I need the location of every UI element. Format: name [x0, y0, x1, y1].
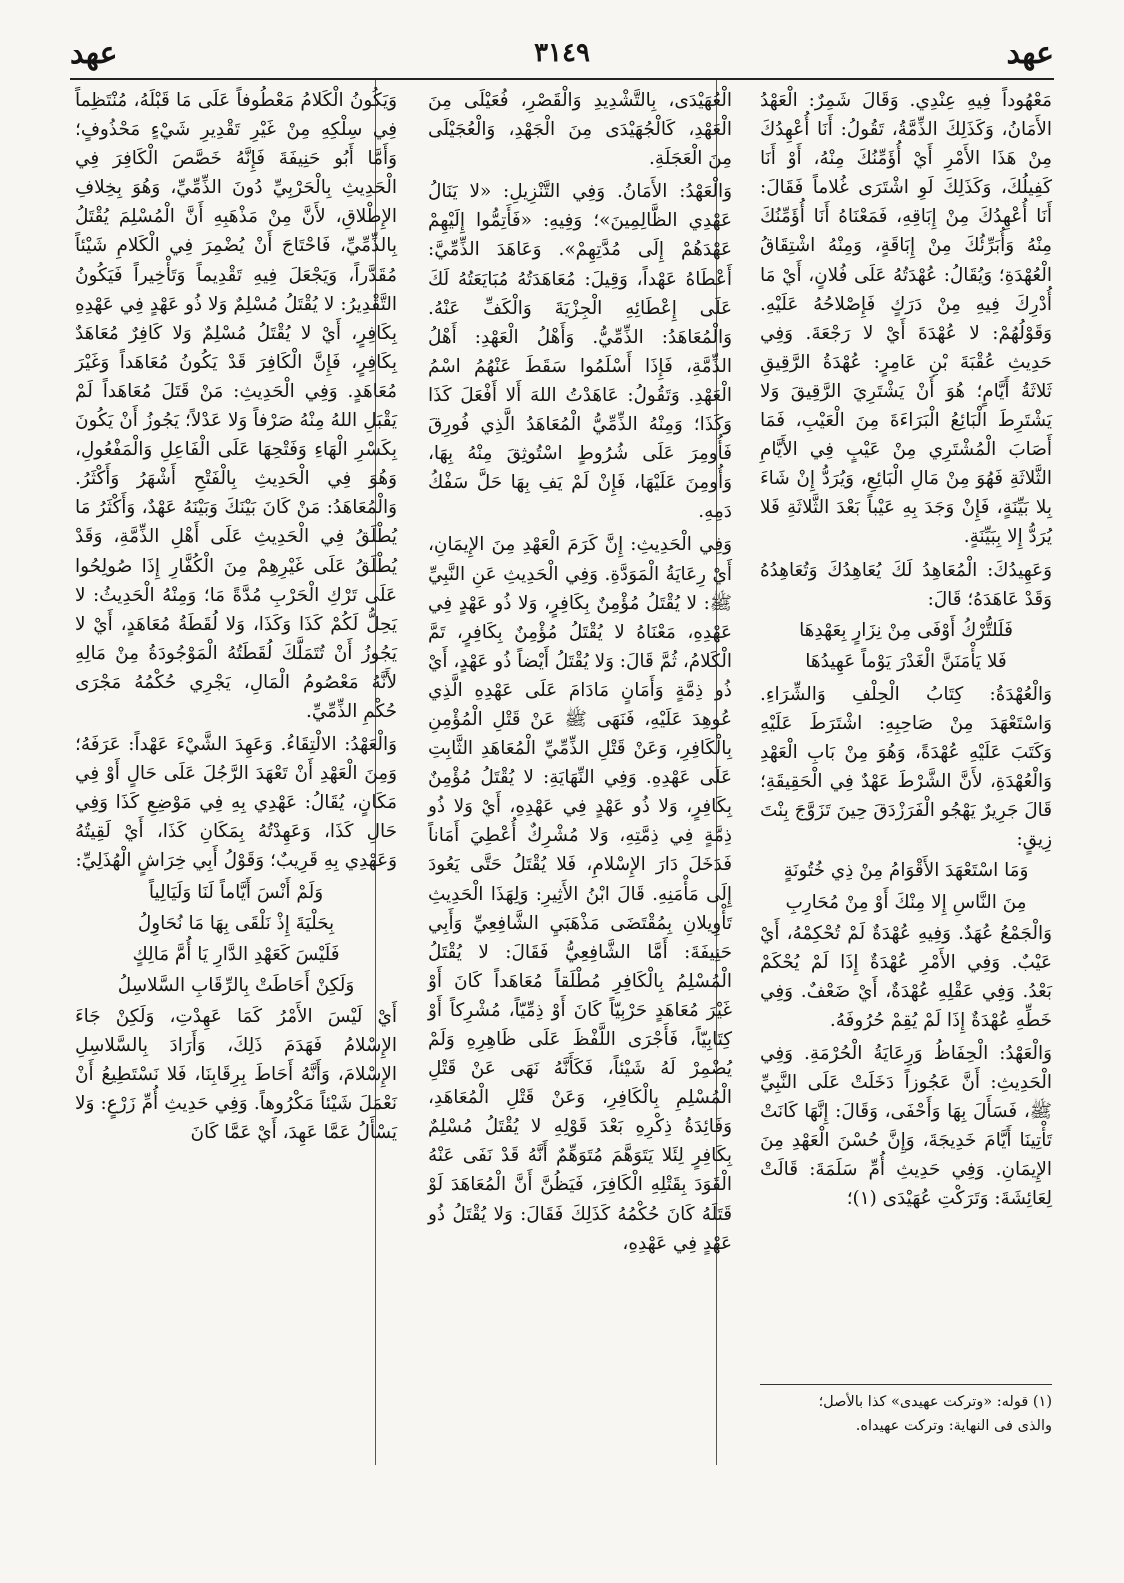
paragraph: وَعَهِيدُكَ: الْمُعَاهِدُ لَكَ يُعَاهِدُكَ وَتُعَاهِدُهُ وَقَدْ عَاهَدَهُ؛ قَالَ: — [760, 559, 1052, 610]
middle-column — [428, 86, 732, 1258]
paragraph: وَالْعَهْدُ: الأَمَانُ. وَفِي التَّنْزِيلِ: «لا يَنَالُ عَهْدِي الظَّالِمِينَ»؛ وَفِيهِ: «فَأَتِمُّوا إِلَيْهِمْ عَهْدَهُمْ إِلَى مُدَّتِهِمْ». وَعَاهَدَ الذِّمِّيَّ: أَعْطَاهُ عَهْداً، وَقِيلَ: مُعَاهَدَتُهُ مُبَايَعَتُهُ لَكَ عَلَى إِعْطَائِهِ الْجِزْيَةَ وَالْكَفِّ عَنْهُ. وَالْمُعَاهَدُ: الذِّمِّيُّ. وَأَهْلُ الْعَهْدِ: أَهْلُ الذِّمَّةِ، فَإِذَا أَسْلَمُوا سَقَطَ عَنْهُمُ اسْمُ الْعَهْدِ. وَتَقُولُ: عَاهَدْتُ اللهَ أَلا أَفْعَلَ كَذَا وَكَذَا؛ وَمِنْهُ الذِّمِّيُّ الْمُعَاهَدُ الَّذِي فُورِقَ فَأُومِرَ عَلَى شُرُوطٍ اسْتُوثِقَ مِنْهُ بِهَا، وَأُومِنَ عَلَيْهَا، فَإِنْ لَمْ يَفِ بِهَا حَلَّ سَفْكُ دَمِهِ. — [428, 181, 732, 523]
paragraph: وَيَكُونُ الْكَلامُ مَعْطُوفاً عَلَى مَا قَبْلَهُ، مُنْتَظِماً فِي سِلْكِهِ مِنْ غَيْرِ تَقْدِيرِ شَيْءٍ مَحْذُوفٍ؛ وَأَمَّا أَبُو حَنِيفَةَ فَإِنَّهُ خَصَّصَ الْكَافِرَ فِي الْحَدِيثِ بِالْحَرْبِيِّ دُونَ الذِّمِّيِّ، وَهُوَ بِخِلافِ الإِطْلاقِ، لأَنَّ مِنْ مَذْهَبِهِ أَنَّ الْمُسْلِمَ يُقْتَلُ بِالذِّمِّيِّ، فَاحْتَاجَ أَنْ يُضْمِرَ فِي الْكَلامِ شَيْئاً مُقَدَّراً، وَيَجْعَلَ فِيهِ تَقْدِيماً وَتَأْخِيراً فَيَكُونُ التَّقْدِيرُ: لا يُقْتَلُ مُسْلِمٌ وَلا ذُو عَهْدٍ فِي عَهْدِهِ بِكَافِرٍ، أَيْ لا يُقْتَلُ مُسْلِمٌ وَلا كَافِرٌ مُعَاهَدٌ بِكَافِرٍ، فَإِنَّ الْكَافِرَ قَدْ يَكُونُ مُعَاهَداً وَغَيْرَ مُعَاهَدٍ. وَفِي الْحَدِيثِ: مَنْ قَتَلَ مُعَاهَداً لَمْ يَقْبَلِ اللهُ مِنْهُ صَرْفاً وَلا عَدْلاً؛ يَجُوزُ أَنْ يَكُونَ بِكَسْرِ الْهَاءِ وَفَتْحِهَا عَلَى الْفَاعِلِ وَالْمَفْعُولِ، وَهُوَ فِي الْحَدِيثِ بِالْفَتْحِ أَشْهَرُ وَأَكْثَرُ. وَالْمُعَاهَدُ: مَنْ كَانَ بَيْنَكَ وَبَيْنَهُ عَهْدٌ، وَأَكْثَرُ مَا يُطْلَقُ فِي الْحَدِيثِ عَلَى أَهْلِ الذِّمَّةِ، وَقَدْ يُطْلَقُ عَلَى غَيْرِهِمْ مِنَ الْكُفَّارِ إِذَا صُولِحُوا عَلَى تَرْكِ الْحَرْبِ مُدَّةً مَا؛ وَمِنْهُ الْحَدِيثُ: لا يَحِلُّ لَكُمْ كَذَا وَكَذَا، وَلا لُقَطَةُ مُعَاهَدٍ، أَيْ لا يَجُوزُ أَنْ تُتَمَلَّكَ لُقَطَتُهُ الْمَوْجُودَةُ مِنْ مَالِهِ لأَنَّهُ مَعْصُومُ الْمَالِ، يَجْرِي حُكْمُهُ مَجْرَى حُكْمِ الذِّمِّيِّ. — [75, 90, 398, 722]
right-column — [760, 86, 1052, 1214]
footnote — [760, 1390, 1052, 1438]
paragraph: أَيْ لَيْسَ الأَمْرُ كَمَا عَهِدْتِ، وَلَكِنْ جَاءَ الإِسْلامُ فَهَدَمَ ذَلِكَ، وَأَرَادَ بِالسَّلاسِلِ الإِسْلامَ، وَأَنَّهُ أَحَاطَ بِرِقَابِنَا، فَلا نَسْتَطِيعُ أَنْ نَعْمَلَ شَيْئاً مَكْرُوهاً. وَفِي حَدِيثِ أُمِّ زَرْعٍ: وَلا يَسْأَلُ عَمَّا عَهِدَ، أَيْ عَمَّا كَانَ — [75, 1005, 397, 1144]
page-number: ٣١٤٩ — [534, 38, 590, 68]
verse-line: وَلَمْ أَنْسَ أَيَّاماً لَنَا وَلَيَالِياً — [148, 881, 324, 903]
headword-right: عهد — [1006, 36, 1054, 71]
footnote-rule — [760, 1384, 1052, 1385]
paragraph: وَالْعُهْدَةُ: كِتَابُ الْحِلْفِ وَالشِّرَاءِ. وَاسْتَعْهَدَ مِنْ صَاحِبِهِ: اشْتَرَطَ عَلَيْهِ وَكَتَبَ عَلَيْهِ عُهْدَةً، وَهُوَ مِنْ بَابِ الْعَهْدِ وَالْعُهْدَةِ، لأَنَّ الشَّرْطَ عَهْدٌ فِي الْحَقِيقَةِ؛ قَالَ جَرِيرٌ يَهْجُو الْفَرَزْدَقَ حِينَ تَزَوَّجَ بِنْتَ زِيقٍ: — [760, 683, 1052, 851]
page-header — [70, 36, 1054, 74]
paragraph: الْعُهَيْدَى، بِالتَّشْدِيدِ وَالْقَصْرِ، فُعَيْلَى مِنَ الْعَهْدِ، كَالْجُهَيْدَى مِنَ الْجَهْدِ، وَالْعُجَيْلَى مِنَ الْعَجَلَةِ. — [428, 90, 732, 170]
verse-line: فَلا يَأْمَنَنَّ الْغَدْرَ يَوْماً عَهِيدُهَا — [805, 650, 1007, 672]
verse-line: مِنَ النَّاسِ إِلا مِنْكَ أَوْ مِنْ مُحَارِبِ — [785, 891, 1027, 913]
header-rule — [70, 78, 1054, 80]
verse-line: بِحَلْيَةَ إِذْ نَلْقَى بِهَا مَا نُحَاوِلُ — [137, 912, 335, 934]
paragraph: وَالْعَهْدُ: الالْتِقَاءُ. وَعَهِدَ الشَّيْءَ عَهْداً: عَرَفَهُ؛ وَمِنَ الْعَهْدِ أَنْ تَعْهَدَ الرَّجُلَ عَلَى حَالٍ أَوْ فِي مَكَانٍ، يُقَالُ: عَهْدِي بِهِ فِي مَوْضِعِ كَذَا وَفِي حَالِ كَذَا، وَعَهِدْتُهُ بِمَكَانِ كَذَا، أَيْ لَقِيتُهُ وَعَهْدِي بِهِ قَرِيبٌ؛ وَقَوْلُ أَبِي خِرَاشٍ الْهُذَلِيِّ: — [75, 734, 397, 872]
verse-line: وَلَكِنْ أَحَاطَتْ بِالرِّقَابِ السَّلاسِلُ — [117, 974, 355, 996]
left-column — [75, 86, 397, 1147]
verse-line: وَمَا اسْتَعْهَدَ الأَقْوَامُ مِنْ ذِي خُتُونَةٍ — [783, 860, 1029, 882]
headword-left: عهد — [70, 36, 118, 71]
verse-line: فَلَلتُّرْكُ أَوْفَى مِنْ نِزَارٍ بِعَهْدِهَا — [799, 619, 1013, 641]
footnote-line: والذى فى النهاية: وتركت عهيداه. — [855, 1418, 1052, 1434]
footnote-line: (١) قوله: «وتركت عهيدى» كذا بالأصل؛ — [818, 1394, 1052, 1410]
paragraph: وَفِي الْحَدِيثِ: إِنَّ كَرَمَ الْعَهْدِ مِنَ الإِيمَانِ، أَيْ رِعَايَةُ الْمَوَدَّةِ. وَفِي الْحَدِيثِ عَنِ النَّبِيِّ ﷺ: لا يُقْتَلُ مُؤْمِنٌ بِكَافِرٍ، وَلا ذُو عَهْدٍ فِي عَهْدِهِ، مَعْنَاهُ لا يُقْتَلُ مُؤْمِنٌ بِكَافِرٍ، تَمَّ الْكَلامُ، ثُمَّ قَالَ: وَلا يُقْتَلُ أَيْضاً ذُو عَهْدٍ، أَيْ ذُو ذِمَّةٍ وَأَمَانٍ مَادَامَ عَلَى عَهْدِهِ الَّذِي عُوهِدَ عَلَيْهِ، فَنَهَى ﷺ عَنْ قَتْلِ الْمُؤْمِنِ بِالْكَافِرِ، وَعَنْ قَتْلِ الذِّمِّيِّ الْمُعَاهَدِ الثَّابِتِ عَلَى عَهْدِهِ. وَفِي النِّهَايَةِ: لا يُقْتَلُ مُؤْمِنٌ بِكَافِرٍ، وَلا ذُو عَهْدٍ فِي عَهْدِهِ، أَيْ وَلا ذُو ذِمَّةٍ فِي ذِمَّتِهِ، وَلا مُشْرِكٌ أُعْطِيَ أَمَاناً فَدَخَلَ دَارَ الإِسْلامِ، فَلا يُقْتَلُ حَتَّى يَعُودَ إِلَى مَأْمَنِهِ. قَالَ ابْنُ الأَثِيرِ: وَلِهَذَا الْحَدِيثِ تَأْوِيلانِ بِمُقْتَضَى مَذْهَبَيِ الشَّافِعِيِّ وَأَبِي حَنِيفَةَ: أَمَّا الشَّافِعِيُّ فَقَالَ: لا يُقْتَلُ الْمُسْلِمُ بِالْكَافِرِ مُطْلَقاً مُعَاهَداً كَانَ أَوْ غَيْرَ مُعَاهَدٍ حَرْبِيّاً كَانَ أَوْ ذِمِّيّاً، مُشْرِكاً أَوْ كِتَابِيّاً، فَأَجْرَى اللَّفْظَ عَلَى ظَاهِرِهِ وَلَمْ يُضْمِرْ لَهُ شَيْئاً، فَكَأَنَّهُ نَهَى عَنْ قَتْلِ الْمُسْلِمِ بِالْكَافِرِ، وَعَنْ قَتْلِ الْمُعَاهَدِ، وَفَائِدَةُ ذِكْرِهِ بَعْدَ قَوْلِهِ لا يُقْتَلُ مُسْلِمٌ بِكَافِرٍ لِئَلا يَتَوَهَّمَ مُتَوَهِّمٌ أَنَّهُ قَدْ نَفَى عَنْهُ الْقَوَدَ بِقَتْلِهِ الْكَافِرَ، فَيَظُنَّ أَنَّ الْمُعَاهَدَ لَوْ قَتَلَهُ كَانَ حُكْمُهُ كَذَلِكَ فَقَالَ: وَلا يُقْتَلُ ذُو عَهْدٍ فِي عَهْدِهِ، — [428, 534, 732, 1254]
paragraph: مَعْهُوداً فِيهِ عِنْدِي. وَقَالَ شَمِرٌ: الْعَهْدُ الأَمَانُ، وَكَذَلِكَ الذِّمَّةُ، تَقُولُ: أَنَا أُعْهِدُكَ مِنْ هَذَا الأَمْرِ أَيْ أُؤَمِّنُكَ مِنْهُ، أَوْ أَنَا كَفِيلُكَ، وَكَذَلِكَ لَوِ اشْتَرَى غُلاماً فَقَالَ: أَنَا أُعْهِدُكَ مِنْ إِبَاقِهِ، فَمَعْنَاهُ أَنَا أُؤَمِّنُكَ مِنْهُ وَأُبَرِّئُكَ مِنْ إِبَاقَةٍ، وَمِنْهُ اشْتِقَاقُ الْعُهْدَةِ؛ وَيُقَالُ: عُهْدَتُهُ عَلَى فُلانٍ، أَيْ مَا أُدْرِكَ فِيهِ مِنْ دَرَكٍ فَإِصْلاحُهُ عَلَيْهِ. وَقَوْلُهُمْ: لا عُهْدَةَ أَيْ لا رَجْعَةَ. وَفِي حَدِيثِ عُقْبَةَ بْنِ عَامِرٍ: عُهْدَةُ الرَّقِيقِ ثَلاثَةُ أَيَّامٍ؛ هُوَ أَنْ يَشْتَرِيَ الرَّقِيقَ وَلا يَشْتَرِطَ الْبَائِعُ الْبَرَاءَةَ مِنَ الْعَيْبِ، فَمَا أَصَابَ الْمُشْتَرِي مِنْ عَيْبٍ فِي الأَيَّامِ الثَّلاثَةِ فَهُوَ مِنْ مَالِ الْبَائِعِ، وَيُرَدُّ إِنْ شَاءَ بِلا بَيِّنَةٍ، فَإِنْ وَجَدَ بِهِ عَيْباً بَعْدَ الثَّلاثَةِ فَلا يُرَدُّ إِلا بِبَيِّنَةٍ. — [760, 90, 1052, 548]
paragraph: وَالْجَمْعُ عُهَدٌ. وَفِيهِ عُهْدَةٌ لَمْ تُحْكِمْهُ، أَيْ عَيْبٌ. وَفِي الأَمْرِ عُهْدَةٌ إِذَا لَمْ يُحْكَمْ بَعْدُ. وَفِي عَقْلِهِ عُهْدَةٌ، أَيْ ضَعْفٌ. وَفِي خَطِّهِ عُهْدَةٌ إِذَا لَمْ يُقِمْ حُرُوفَهُ. — [760, 922, 1052, 1031]
paragraph: وَالْعَهْدُ: الْحِفَاظُ وَرِعَايَةُ الْحُرْمَةِ. وَفِي الْحَدِيثِ: أَنَّ عَجُوزاً دَخَلَتْ عَلَى النَّبِيِّ ﷺ، فَسَأَلَ بِهَا وَأَحْفَى، وَقَالَ: إِنَّهَا كَانَتْ تَأْتِينَا أَيَّامَ خَدِيجَةَ، وَإِنَّ حُسْنَ الْعَهْدِ مِنَ الإِيمَانِ. وَفِي حَدِيثِ أُمِّ سَلَمَةَ: قَالَتْ لِعَائِشَةَ: وَتَرَكْتِ عُهَيْدَى (١)؛ — [760, 1043, 1052, 1210]
verse-line: فَلَيْسَ كَعَهْدِ الدَّارِ يَا أُمَّ مَالِكٍ — [132, 943, 340, 965]
